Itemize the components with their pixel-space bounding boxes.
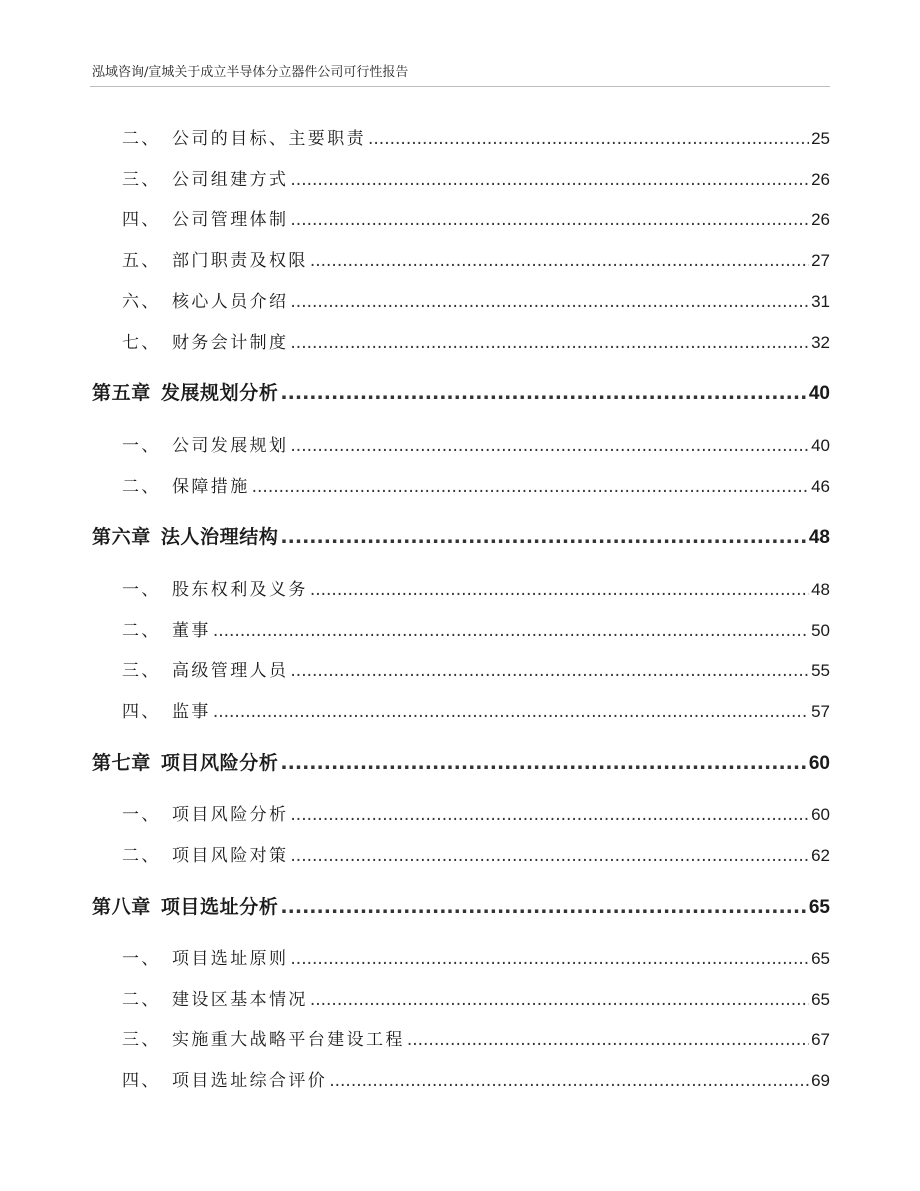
toc-entry[interactable] — [92, 287, 830, 312]
toc-entry-number: 二、 — [122, 846, 161, 866]
chapter-title: 项目选址分析 — [160, 896, 279, 918]
toc-entry-page: 32 — [811, 333, 830, 352]
dot-leader — [290, 333, 809, 353]
dot-leader — [280, 526, 806, 548]
chapter-number: 第七章 — [92, 752, 151, 774]
chapter-title: 项目风险分析 — [160, 752, 279, 774]
toc-entry-number: 七、 — [122, 333, 161, 353]
toc-chapter[interactable] — [92, 522, 830, 549]
dot-leader — [280, 752, 806, 774]
toc-entry[interactable] — [92, 1066, 830, 1091]
dot-leader — [290, 661, 809, 681]
dot-leader — [407, 1030, 809, 1050]
running-header: 泓域咨询/宣城关于成立半导体分立器件公司可行性报告 — [92, 65, 409, 80]
toc-entry[interactable] — [92, 165, 830, 190]
toc-entry-page: 65 — [811, 990, 830, 1009]
toc-entry-title: 建设区基本情况 — [172, 990, 308, 1010]
dot-leader — [310, 580, 809, 600]
toc-entry-number: 三、 — [122, 1030, 161, 1050]
toc-entry-number: 四、 — [122, 210, 161, 230]
toc-entry-page: 57 — [811, 702, 830, 721]
toc-entry-title: 公司管理体制 — [172, 210, 289, 230]
toc-entry-number: 三、 — [122, 170, 161, 190]
dot-leader — [310, 251, 809, 271]
dot-leader — [213, 621, 809, 641]
chapter-title: 法人治理结构 — [160, 526, 279, 548]
toc-entry-number: 六、 — [122, 292, 161, 312]
toc-entry-number: 二、 — [122, 129, 161, 149]
toc-entry[interactable] — [92, 656, 830, 681]
toc-entry[interactable] — [92, 246, 830, 271]
toc-entry-page: 25 — [811, 129, 830, 148]
toc-entry-title: 财务会计制度 — [172, 333, 289, 353]
dot-leader — [290, 846, 809, 866]
toc-entry-page: 46 — [811, 477, 830, 496]
toc-entry-number: 五、 — [122, 251, 161, 271]
toc-entry-number: 四、 — [122, 1071, 161, 1091]
toc-entry-number: 一、 — [122, 805, 161, 825]
toc-entry-number: 四、 — [122, 702, 161, 722]
toc-chapter[interactable] — [92, 892, 830, 919]
toc-entry[interactable] — [92, 1025, 830, 1050]
toc-entry-number: 一、 — [122, 949, 161, 969]
dot-leader — [310, 990, 809, 1010]
chapter-page: 65 — [808, 897, 830, 918]
toc-entry-number: 三、 — [122, 661, 161, 681]
toc-entry-page: 48 — [811, 580, 830, 599]
toc-entry-number: 一、 — [122, 436, 161, 456]
toc-entry[interactable] — [92, 124, 830, 149]
dot-leader — [280, 382, 806, 404]
toc-entry-title: 项目选址综合评价 — [172, 1071, 328, 1091]
dot-leader — [290, 292, 809, 312]
chapter-page: 40 — [808, 383, 830, 404]
toc-entry-title: 公司组建方式 — [172, 170, 289, 190]
toc-entry[interactable] — [92, 575, 830, 600]
toc-entry-page: 65 — [811, 949, 830, 968]
toc-entry-page: 26 — [811, 210, 830, 229]
dot-leader — [290, 210, 809, 230]
toc-entry-title: 保障措施 — [172, 477, 250, 497]
toc-entry-title: 项目风险对策 — [172, 846, 289, 866]
toc-entry[interactable] — [92, 697, 830, 722]
toc-entry-title: 股东权利及义务 — [172, 580, 308, 600]
dot-leader — [290, 170, 809, 190]
toc-entry[interactable] — [92, 472, 830, 497]
toc-entry-title: 高级管理人员 — [172, 661, 289, 681]
toc-chapter[interactable] — [92, 748, 830, 775]
toc-entry-page: 60 — [811, 805, 830, 824]
chapter-title: 发展规划分析 — [160, 382, 279, 404]
dot-leader — [368, 129, 809, 149]
chapter-page: 60 — [808, 753, 830, 774]
toc-entry-title: 董事 — [172, 621, 211, 641]
toc-entry-title: 监事 — [172, 702, 211, 722]
toc-entry[interactable] — [92, 944, 830, 969]
toc-entry-page: 40 — [811, 436, 830, 455]
toc-entry-number: 二、 — [122, 477, 161, 497]
toc-entry[interactable] — [92, 800, 830, 825]
toc-entry-title: 公司的目标、主要职责 — [172, 129, 366, 149]
toc-entry-title: 项目选址原则 — [172, 949, 289, 969]
toc-entry[interactable] — [92, 841, 830, 866]
chapter-number: 第八章 — [92, 896, 151, 918]
toc-entry-page: 31 — [811, 292, 830, 311]
chapter-number: 第五章 — [92, 382, 151, 404]
toc-entry-page: 26 — [811, 170, 830, 189]
toc-entry-title: 项目风险分析 — [172, 805, 289, 825]
chapter-page: 48 — [808, 527, 830, 548]
toc-entry-page: 62 — [811, 846, 830, 865]
toc-entry-page: 50 — [811, 621, 830, 640]
toc-entry-number: 二、 — [122, 621, 161, 641]
toc-entry-page: 27 — [811, 251, 830, 270]
dot-leader — [290, 436, 809, 456]
dot-leader — [290, 805, 809, 825]
dot-leader — [213, 702, 809, 722]
toc-entry-number: 一、 — [122, 580, 161, 600]
toc-entry-title: 公司发展规划 — [172, 436, 289, 456]
toc-entry-page: 69 — [811, 1071, 830, 1090]
toc-entry-page: 55 — [811, 661, 830, 680]
dot-leader — [252, 477, 809, 497]
toc-entry[interactable] — [92, 616, 830, 641]
toc-chapter[interactable] — [92, 378, 830, 405]
chapter-number: 第六章 — [92, 526, 151, 548]
toc-entry[interactable] — [92, 431, 830, 456]
toc-entry-number: 二、 — [122, 990, 161, 1010]
dot-leader — [329, 1071, 809, 1091]
dot-leader — [280, 896, 806, 918]
toc-entry[interactable] — [92, 205, 830, 230]
toc-entry-title: 部门职责及权限 — [172, 251, 308, 271]
toc-entry-title: 核心人员介绍 — [172, 292, 289, 312]
toc-entry[interactable] — [92, 328, 830, 353]
toc-entry-page: 67 — [811, 1030, 830, 1049]
toc-entry-title: 实施重大战略平台建设工程 — [172, 1030, 405, 1050]
dot-leader — [290, 949, 809, 969]
toc-entry[interactable] — [92, 985, 830, 1010]
